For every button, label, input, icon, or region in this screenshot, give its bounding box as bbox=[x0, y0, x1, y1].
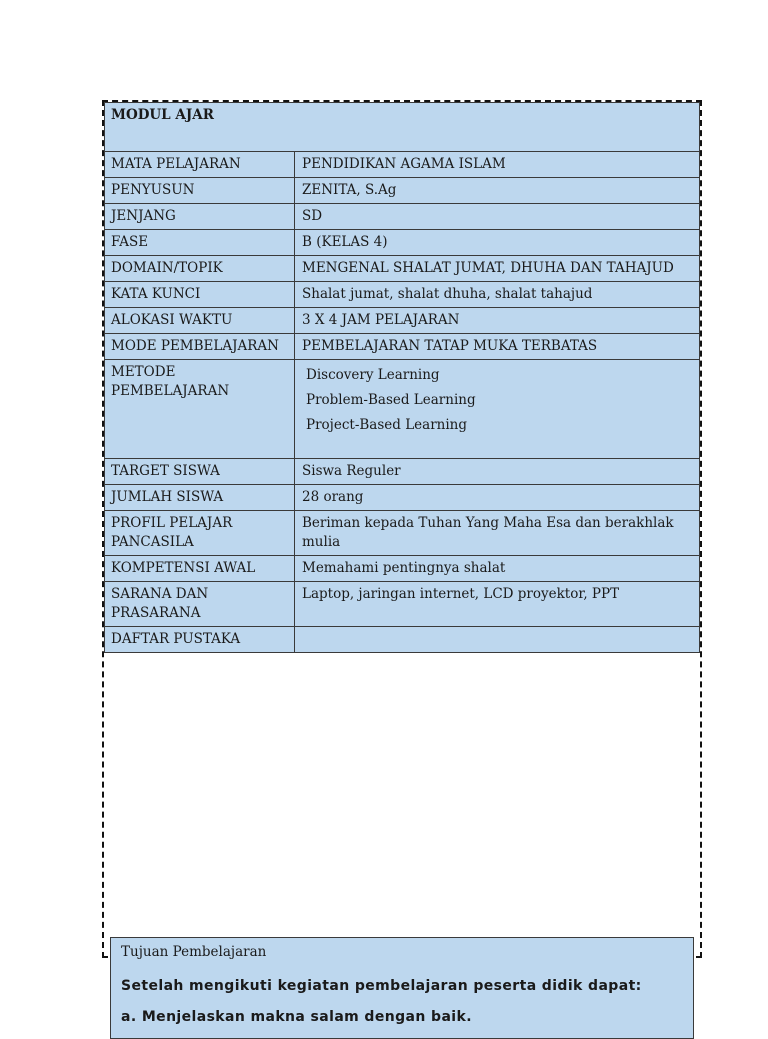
metode-item: Project-Based Learning bbox=[306, 417, 468, 433]
title-row bbox=[105, 103, 700, 152]
table-row bbox=[105, 459, 700, 485]
row-value: Siswa Reguler bbox=[295, 459, 700, 485]
sarana-label-line2: PRASARANA bbox=[111, 605, 201, 621]
row-value: PEMBELAJARAN TATAP MUKA TERBATAS bbox=[295, 334, 700, 360]
metode-label bbox=[105, 360, 295, 459]
table-row bbox=[105, 334, 700, 360]
metode-item: Discovery Learning bbox=[306, 367, 440, 383]
row-value: B (KELAS 4) bbox=[295, 230, 700, 256]
row-value: SD bbox=[295, 204, 700, 230]
table-row bbox=[105, 230, 700, 256]
kompetensi-row bbox=[105, 556, 700, 582]
row-label: JENJANG bbox=[105, 204, 295, 230]
table-row bbox=[105, 282, 700, 308]
sarana-label-line1: SARANA DAN bbox=[111, 586, 209, 602]
tujuan-heading: Tujuan Pembelajaran bbox=[121, 944, 267, 960]
row-label: MODE PEMBELAJARAN bbox=[105, 334, 295, 360]
row-value: Shalat jumat, shalat dhuha, shalat tahajud bbox=[295, 282, 700, 308]
row-label: JUMLAH SISWA bbox=[105, 485, 295, 511]
row-value: PENDIDIKAN AGAMA ISLAM bbox=[295, 152, 700, 178]
row-value: ZENITA, S.Ag bbox=[295, 178, 700, 204]
metode-items bbox=[295, 360, 700, 459]
row-label: DOMAIN/TOPIK bbox=[105, 256, 295, 282]
table-row bbox=[105, 256, 700, 282]
pustaka-value bbox=[295, 627, 700, 653]
kompetensi-label: KOMPETENSI AWAL bbox=[105, 556, 295, 582]
profil-value: Beriman kepada Tuhan Yang Maha Esa dan berakhlak mulia bbox=[295, 511, 700, 556]
table-row bbox=[105, 308, 700, 334]
table-row bbox=[105, 485, 700, 511]
modul-ajar-table bbox=[104, 102, 700, 653]
tujuan-line-1: Setelah mengikuti kegiatan pembelajaran peserta didik dapat: bbox=[121, 978, 642, 994]
pustaka-label: DAFTAR PUSTAKA bbox=[105, 627, 295, 653]
kompetensi-value: Memahami pentingnya shalat bbox=[295, 556, 700, 582]
table-row bbox=[105, 204, 700, 230]
row-label: ALOKASI WAKTU bbox=[105, 308, 295, 334]
row-value: 28 orang bbox=[295, 485, 700, 511]
row-label: PENYUSUN bbox=[105, 178, 295, 204]
profil-row bbox=[105, 511, 700, 556]
profil-label-line1: PROFIL PELAJAR bbox=[111, 515, 233, 531]
sarana-row bbox=[105, 582, 700, 627]
row-value: 3 X 4 JAM PELAJARAN bbox=[295, 308, 700, 334]
sarana-value: Laptop, jaringan internet, LCD proyektor, PPT bbox=[295, 582, 700, 627]
modul-title: MODUL AJAR bbox=[105, 103, 700, 152]
metode-label-line1: METODE bbox=[111, 364, 176, 380]
tujuan-line-2: a. Menjelaskan makna salam dengan baik. bbox=[121, 1009, 472, 1025]
row-value: MENGENAL SHALAT JUMAT, DHUHA DAN TAHAJUD bbox=[295, 256, 700, 282]
profil-label-line2: PANCASILA bbox=[111, 534, 194, 550]
row-label: MATA PELAJARAN bbox=[105, 152, 295, 178]
metode-label-line2: PEMBELAJARAN bbox=[111, 383, 230, 399]
sarana-label bbox=[105, 582, 295, 627]
profil-label bbox=[105, 511, 295, 556]
table-row bbox=[105, 178, 700, 204]
row-label: KATA KUNCI bbox=[105, 282, 295, 308]
metode-row bbox=[105, 360, 700, 459]
table-row bbox=[105, 152, 700, 178]
row-label: TARGET SISWA bbox=[105, 459, 295, 485]
pustaka-row bbox=[105, 627, 700, 653]
metode-item: Problem-Based Learning bbox=[306, 392, 476, 408]
row-label: FASE bbox=[105, 230, 295, 256]
